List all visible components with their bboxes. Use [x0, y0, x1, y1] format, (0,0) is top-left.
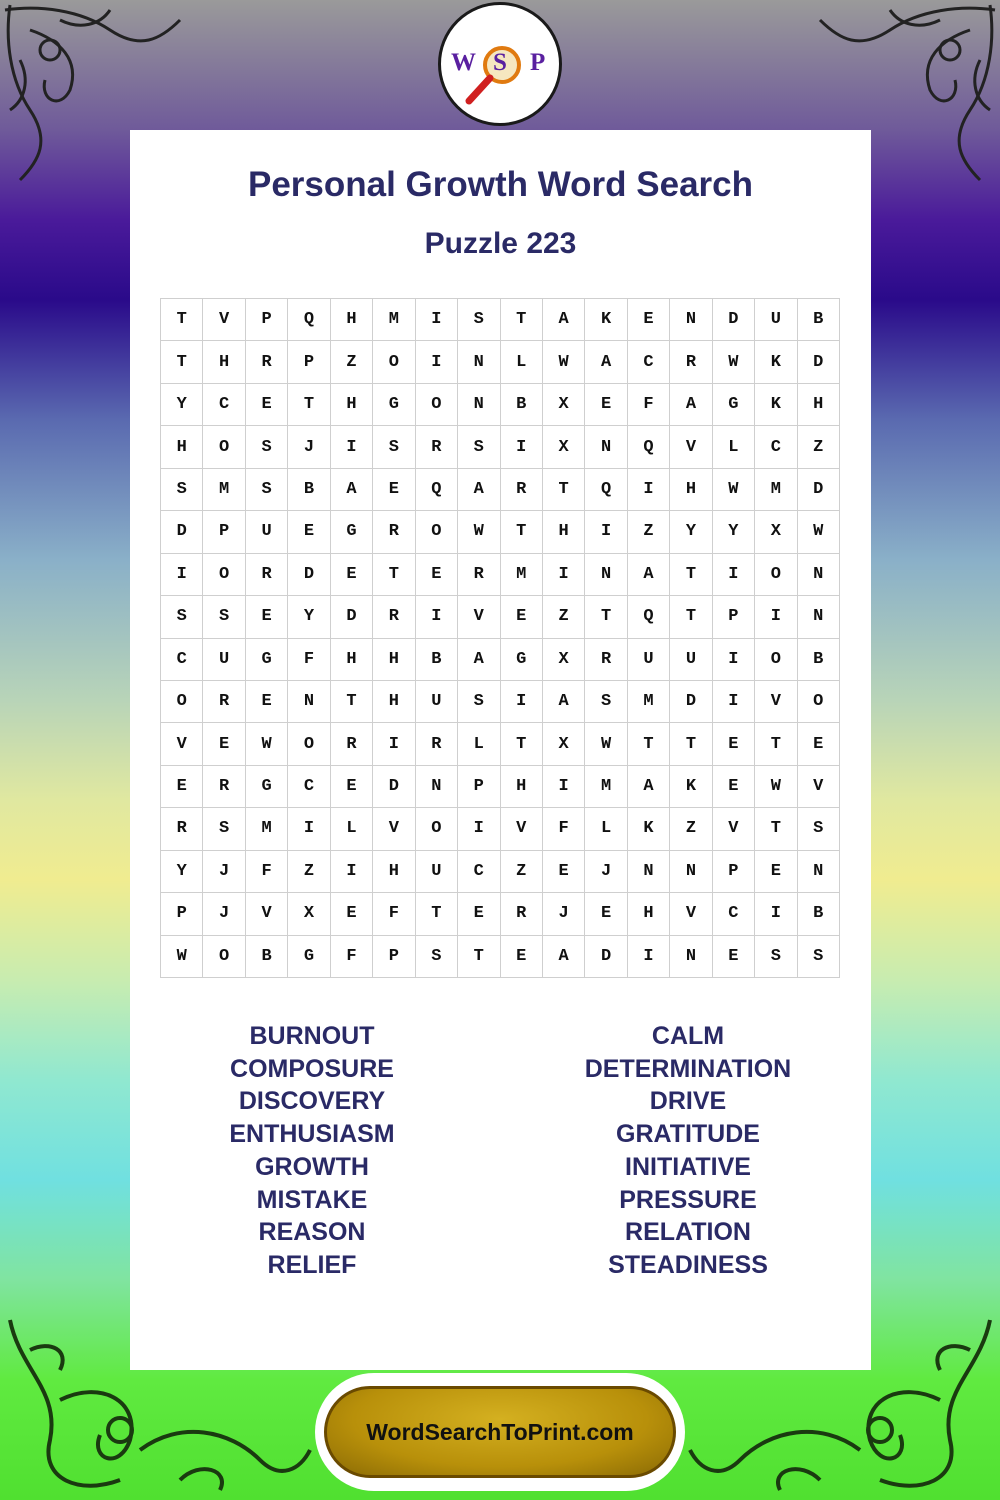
grid-cell[interactable]: L [331, 808, 373, 850]
grid-cell[interactable]: H [331, 639, 373, 681]
grid-cell[interactable]: L [585, 808, 627, 850]
grid-cell[interactable]: U [416, 681, 458, 723]
grid-cell[interactable]: Y [713, 511, 755, 553]
grid-cell[interactable]: X [543, 426, 585, 468]
grid-cell[interactable]: I [331, 851, 373, 893]
grid-cell[interactable]: S [416, 936, 458, 978]
grid-cell[interactable]: I [416, 341, 458, 383]
grid-cell[interactable]: S [203, 596, 245, 638]
grid-cell[interactable]: W [246, 723, 288, 765]
grid-cell[interactable]: I [501, 426, 543, 468]
grid-cell[interactable]: N [585, 554, 627, 596]
grid-cell[interactable]: H [373, 681, 415, 723]
grid-cell[interactable]: D [585, 936, 627, 978]
logo-letter-p: P [530, 49, 546, 76]
grid-cell[interactable]: E [713, 766, 755, 808]
grid-cell[interactable]: E [288, 511, 330, 553]
grid-cell[interactable]: E [203, 723, 245, 765]
grid-cell[interactable]: R [501, 469, 543, 511]
grid-cell[interactable]: G [501, 639, 543, 681]
grid-cell[interactable]: O [755, 639, 797, 681]
grid-cell[interactable]: W [585, 723, 627, 765]
grid-cell[interactable]: E [713, 936, 755, 978]
grid-cell[interactable]: C [713, 893, 755, 935]
logo-letter-s: S [493, 49, 507, 76]
grid-cell[interactable]: Y [161, 384, 203, 426]
grid-cell[interactable]: N [670, 936, 712, 978]
grid-cell[interactable]: A [331, 469, 373, 511]
grid-cell[interactable]: R [373, 596, 415, 638]
word-list-item: STEADINESS [608, 1250, 768, 1279]
grid-cell[interactable]: J [203, 893, 245, 935]
grid-cell[interactable]: A [543, 681, 585, 723]
grid-cell[interactable]: T [501, 511, 543, 553]
grid-cell[interactable]: O [798, 681, 840, 723]
grid-cell[interactable]: V [246, 893, 288, 935]
grid-cell[interactable]: T [373, 554, 415, 596]
grid-cell[interactable]: M [585, 766, 627, 808]
grid-cell[interactable]: N [628, 851, 670, 893]
grid-cell[interactable]: O [373, 341, 415, 383]
grid-cell[interactable]: F [331, 936, 373, 978]
grid-cell[interactable]: H [628, 893, 670, 935]
grid-cell[interactable]: M [628, 681, 670, 723]
grid-cell[interactable]: X [543, 384, 585, 426]
grid-cell[interactable]: T [628, 723, 670, 765]
grid-cell[interactable]: H [543, 511, 585, 553]
grid-cell[interactable]: P [713, 596, 755, 638]
grid-cell[interactable]: O [203, 554, 245, 596]
grid-cell[interactable]: Y [288, 596, 330, 638]
grid-cell[interactable]: N [798, 851, 840, 893]
puzzle-panel [130, 130, 871, 1370]
grid-cell[interactable]: B [501, 384, 543, 426]
word-list-item: PRESSURE [619, 1185, 757, 1214]
grid-cell[interactable]: P [288, 341, 330, 383]
grid-cell[interactable]: U [416, 851, 458, 893]
grid-cell[interactable]: E [585, 893, 627, 935]
grid-cell[interactable]: W [458, 511, 500, 553]
puzzle-number: Puzzle 223 [424, 227, 577, 260]
grid-cell[interactable]: C [288, 766, 330, 808]
grid-cell[interactable]: R [501, 893, 543, 935]
grid-cell[interactable]: L [713, 426, 755, 468]
grid-cell[interactable]: X [543, 639, 585, 681]
grid-cell[interactable]: T [670, 554, 712, 596]
grid-cell[interactable]: A [670, 384, 712, 426]
grid-cell[interactable]: I [713, 639, 755, 681]
grid-cell[interactable]: T [501, 299, 543, 341]
grid-cell[interactable]: V [670, 893, 712, 935]
grid-cell[interactable]: V [755, 681, 797, 723]
grid-cell[interactable]: K [755, 384, 797, 426]
grid-cell[interactable]: U [246, 511, 288, 553]
grid-cell[interactable]: N [416, 766, 458, 808]
grid-cell[interactable]: P [713, 851, 755, 893]
grid-cell[interactable]: E [755, 851, 797, 893]
grid-cell[interactable]: S [246, 426, 288, 468]
grid-cell[interactable]: F [246, 851, 288, 893]
grid-cell[interactable]: S [161, 596, 203, 638]
grid-cell[interactable]: V [670, 426, 712, 468]
grid-cell[interactable]: R [331, 723, 373, 765]
grid-cell[interactable]: M [373, 299, 415, 341]
word-list-item: DISCOVERY [238, 1087, 386, 1116]
grid-cell[interactable]: E [543, 851, 585, 893]
grid-cell[interactable]: J [543, 893, 585, 935]
grid-cell[interactable]: R [416, 723, 458, 765]
grid-cell[interactable]: F [373, 893, 415, 935]
grid-cell[interactable]: T [161, 299, 203, 341]
grid-cell[interactable]: L [501, 341, 543, 383]
grid-cell[interactable]: E [331, 766, 373, 808]
grid-cell[interactable]: L [458, 723, 500, 765]
grid-cell[interactable]: I [628, 936, 670, 978]
grid-cell[interactable]: F [288, 639, 330, 681]
grid-cell[interactable]: J [585, 851, 627, 893]
grid-cell[interactable]: D [288, 554, 330, 596]
grid-cell[interactable]: Z [288, 851, 330, 893]
grid-cell[interactable]: H [670, 469, 712, 511]
grid-cell[interactable]: D [331, 596, 373, 638]
grid-cell[interactable]: I [416, 596, 458, 638]
grid-cell[interactable]: N [458, 384, 500, 426]
grid-cell[interactable]: C [458, 851, 500, 893]
word-list-item: RELATION [625, 1218, 751, 1247]
grid-cell[interactable]: E [501, 936, 543, 978]
word-list-item: BURNOUT [249, 1022, 375, 1050]
grid-cell[interactable]: E [798, 723, 840, 765]
grid-cell[interactable]: T [161, 341, 203, 383]
grid-cell[interactable]: W [161, 936, 203, 978]
grid-cell[interactable]: E [458, 893, 500, 935]
grid-cell[interactable]: P [373, 936, 415, 978]
grid-cell[interactable]: J [288, 426, 330, 468]
grid-cell[interactable]: I [755, 893, 797, 935]
grid-cell[interactable]: Q [628, 596, 670, 638]
grid-cell[interactable]: U [670, 639, 712, 681]
grid-cell[interactable]: H [203, 341, 245, 383]
word-list-item: MISTAKE [256, 1185, 368, 1214]
grid-cell[interactable]: T [288, 384, 330, 426]
grid-cell[interactable]: P [246, 299, 288, 341]
grid-cell[interactable]: G [288, 936, 330, 978]
grid-cell[interactable]: A [458, 469, 500, 511]
grid-cell[interactable]: X [755, 511, 797, 553]
grid-cell[interactable]: T [755, 808, 797, 850]
grid-cell[interactable]: C [203, 384, 245, 426]
grid-cell[interactable]: K [755, 341, 797, 383]
grid-cell[interactable]: F [543, 808, 585, 850]
grid-cell[interactable]: S [373, 426, 415, 468]
grid-cell[interactable]: O [416, 808, 458, 850]
grid-cell[interactable]: R [203, 766, 245, 808]
grid-cell[interactable]: X [288, 893, 330, 935]
grid-cell[interactable]: B [798, 299, 840, 341]
grid-cell[interactable]: I [288, 808, 330, 850]
grid-cell[interactable]: A [458, 639, 500, 681]
grid-cell[interactable]: I [161, 554, 203, 596]
grid-cell[interactable]: G [246, 766, 288, 808]
grid-cell[interactable]: M [203, 469, 245, 511]
grid-cell[interactable]: T [670, 596, 712, 638]
grid-cell[interactable]: H [501, 766, 543, 808]
grid-cell[interactable]: Z [543, 596, 585, 638]
grid-cell[interactable]: N [798, 554, 840, 596]
grid-cell[interactable]: A [628, 766, 670, 808]
grid-cell[interactable]: Y [161, 851, 203, 893]
word-list-item: REASON [258, 1218, 366, 1247]
grid-cell[interactable]: E [416, 554, 458, 596]
grid-cell[interactable]: E [246, 681, 288, 723]
grid-cell[interactable]: I [458, 808, 500, 850]
grid-cell[interactable]: B [246, 936, 288, 978]
grid-cell[interactable]: E [331, 893, 373, 935]
grid-cell[interactable]: S [755, 936, 797, 978]
grid-cell[interactable]: B [288, 469, 330, 511]
grid-cell[interactable]: T [501, 723, 543, 765]
grid-cell[interactable]: Z [501, 851, 543, 893]
grid-cell[interactable]: C [755, 426, 797, 468]
site-logo[interactable] [438, 2, 562, 126]
grid-cell[interactable]: N [288, 681, 330, 723]
grid-cell[interactable]: K [670, 766, 712, 808]
word-list-right [528, 1020, 848, 1282]
grid-cell[interactable]: E [331, 554, 373, 596]
grid-cell[interactable]: W [755, 766, 797, 808]
grid-cell[interactable]: H [373, 851, 415, 893]
grid-cell[interactable]: P [203, 511, 245, 553]
grid-cell[interactable]: V [458, 596, 500, 638]
grid-cell[interactable]: A [585, 341, 627, 383]
grid-cell[interactable]: H [161, 426, 203, 468]
grid-cell[interactable]: O [416, 511, 458, 553]
grid-cell[interactable]: G [713, 384, 755, 426]
grid-cell[interactable]: R [373, 511, 415, 553]
grid-cell[interactable]: I [501, 681, 543, 723]
grid-cell[interactable]: Q [628, 426, 670, 468]
grid-cell[interactable]: Q [288, 299, 330, 341]
grid-cell[interactable]: B [798, 893, 840, 935]
grid-cell[interactable]: E [628, 299, 670, 341]
grid-cell[interactable]: J [203, 851, 245, 893]
grid-cell[interactable]: W [713, 341, 755, 383]
grid-cell[interactable]: K [585, 299, 627, 341]
grid-cell[interactable]: H [331, 384, 373, 426]
grid-cell[interactable]: I [585, 511, 627, 553]
grid-cell[interactable]: M [755, 469, 797, 511]
grid-cell[interactable]: R [585, 639, 627, 681]
grid-cell[interactable]: R [670, 341, 712, 383]
grid-cell[interactable]: M [246, 808, 288, 850]
grid-cell[interactable]: P [161, 893, 203, 935]
grid-cell[interactable]: Z [670, 808, 712, 850]
grid-cell[interactable]: Z [331, 341, 373, 383]
grid-cell[interactable]: R [246, 554, 288, 596]
grid-cell[interactable]: E [585, 384, 627, 426]
grid-cell[interactable]: T [416, 893, 458, 935]
grid-cell[interactable]: T [331, 681, 373, 723]
grid-cell[interactable]: D [798, 341, 840, 383]
grid-cell[interactable]: I [543, 554, 585, 596]
footer-pill [315, 1373, 685, 1491]
word-list-item: INITIATIVE [625, 1152, 751, 1181]
word-list-item: GROWTH [255, 1152, 369, 1181]
grid-cell[interactable]: T [670, 723, 712, 765]
grid-cell[interactable]: T [755, 723, 797, 765]
grid-cell[interactable]: I [373, 723, 415, 765]
grid-cell[interactable]: H [798, 384, 840, 426]
grid-cell[interactable]: S [798, 808, 840, 850]
grid-cell[interactable]: D [670, 681, 712, 723]
grid-cell[interactable]: O [203, 426, 245, 468]
website-link-label: WordSearchToPrint.com [366, 1418, 634, 1445]
grid-cell[interactable]: P [458, 766, 500, 808]
grid-cell[interactable]: Z [628, 511, 670, 553]
grid-cell[interactable]: V [713, 808, 755, 850]
grid-cell[interactable]: A [628, 554, 670, 596]
grid-cell[interactable]: I [331, 426, 373, 468]
grid-cell[interactable]: R [161, 808, 203, 850]
grid-cell[interactable]: O [161, 681, 203, 723]
grid-cell[interactable]: E [246, 596, 288, 638]
grid-cell[interactable]: Z [798, 426, 840, 468]
grid-cell[interactable]: E [373, 469, 415, 511]
grid-cell[interactable]: R [416, 426, 458, 468]
grid-cell[interactable]: S [458, 681, 500, 723]
grid-cell[interactable]: D [161, 511, 203, 553]
grid-cell[interactable]: G [373, 384, 415, 426]
grid-cell[interactable]: U [628, 639, 670, 681]
grid-cell[interactable]: N [798, 596, 840, 638]
grid-cell[interactable]: K [628, 808, 670, 850]
word-list-item: COMPOSURE [230, 1054, 394, 1083]
grid-cell[interactable]: E [713, 723, 755, 765]
grid-cell[interactable]: W [713, 469, 755, 511]
grid-cell[interactable]: B [416, 639, 458, 681]
grid-cell[interactable]: C [628, 341, 670, 383]
grid-cell[interactable]: W [798, 511, 840, 553]
grid-cell[interactable]: I [416, 299, 458, 341]
grid-cell[interactable]: T [458, 936, 500, 978]
grid-cell[interactable]: V [798, 766, 840, 808]
grid-cell[interactable]: I [755, 596, 797, 638]
grid-cell[interactable]: E [501, 596, 543, 638]
grid-cell[interactable]: S [798, 936, 840, 978]
grid-cell[interactable]: N [670, 299, 712, 341]
grid-cell[interactable]: R [203, 681, 245, 723]
grid-cell[interactable]: S [161, 469, 203, 511]
grid-cell[interactable]: S [585, 681, 627, 723]
grid-cell[interactable]: I [628, 469, 670, 511]
website-link-button[interactable] [324, 1386, 676, 1478]
grid-cell[interactable]: X [543, 723, 585, 765]
grid-cell[interactable]: I [543, 766, 585, 808]
grid-cell[interactable]: N [458, 341, 500, 383]
grid-cell[interactable]: Y [670, 511, 712, 553]
grid-cell[interactable]: S [458, 426, 500, 468]
grid-cell[interactable]: V [203, 299, 245, 341]
grid-cell[interactable]: T [585, 596, 627, 638]
grid-cell[interactable]: E [161, 766, 203, 808]
grid-cell[interactable]: E [246, 384, 288, 426]
grid-cell[interactable]: I [713, 681, 755, 723]
grid-cell[interactable]: W [543, 341, 585, 383]
grid-cell[interactable]: D [798, 469, 840, 511]
grid-cell[interactable]: S [458, 299, 500, 341]
grid-cell[interactable]: A [543, 936, 585, 978]
grid-cell[interactable]: N [585, 426, 627, 468]
grid-cell[interactable]: O [755, 554, 797, 596]
grid-cell[interactable]: M [501, 554, 543, 596]
grid-cell[interactable]: R [458, 554, 500, 596]
grid-cell[interactable]: V [373, 808, 415, 850]
grid-cell[interactable]: G [246, 639, 288, 681]
grid-cell[interactable]: A [543, 299, 585, 341]
grid-cell[interactable]: B [798, 639, 840, 681]
grid-cell[interactable]: O [288, 723, 330, 765]
logo-letter-w: W [451, 49, 476, 76]
grid-cell[interactable]: H [331, 299, 373, 341]
grid-cell[interactable]: N [670, 851, 712, 893]
letter-grid [160, 298, 840, 978]
word-list-item: DETERMINATION [584, 1054, 792, 1083]
grid-cell[interactable]: O [203, 936, 245, 978]
grid-cell[interactable]: I [713, 554, 755, 596]
word-list-left [152, 1020, 472, 1282]
grid-cell[interactable]: H [373, 639, 415, 681]
grid-cell[interactable]: D [713, 299, 755, 341]
grid-cell[interactable]: R [246, 341, 288, 383]
grid-cell[interactable]: U [203, 639, 245, 681]
word-list-item: GRATITUDE [616, 1120, 760, 1149]
grid-cell[interactable]: C [161, 639, 203, 681]
grid-cell[interactable]: G [331, 511, 373, 553]
grid-cell[interactable]: S [246, 469, 288, 511]
word-list-item: CALM [651, 1022, 725, 1050]
word-list-item: RELIEF [267, 1250, 357, 1279]
grid-cell[interactable]: V [161, 723, 203, 765]
word-list-item: ENTHUSIASM [229, 1120, 395, 1149]
grid-cell[interactable]: S [203, 808, 245, 850]
grid-cell[interactable]: D [373, 766, 415, 808]
grid-cell[interactable]: F [628, 384, 670, 426]
word-list-item: DRIVE [649, 1087, 727, 1116]
page-title: Personal Growth Word Search [247, 165, 754, 204]
grid-cell[interactable]: V [501, 808, 543, 850]
grid-cell[interactable]: Q [585, 469, 627, 511]
grid-cell[interactable]: T [543, 469, 585, 511]
grid-cell[interactable]: Q [416, 469, 458, 511]
grid-cell[interactable]: U [755, 299, 797, 341]
grid-cell[interactable]: O [416, 384, 458, 426]
